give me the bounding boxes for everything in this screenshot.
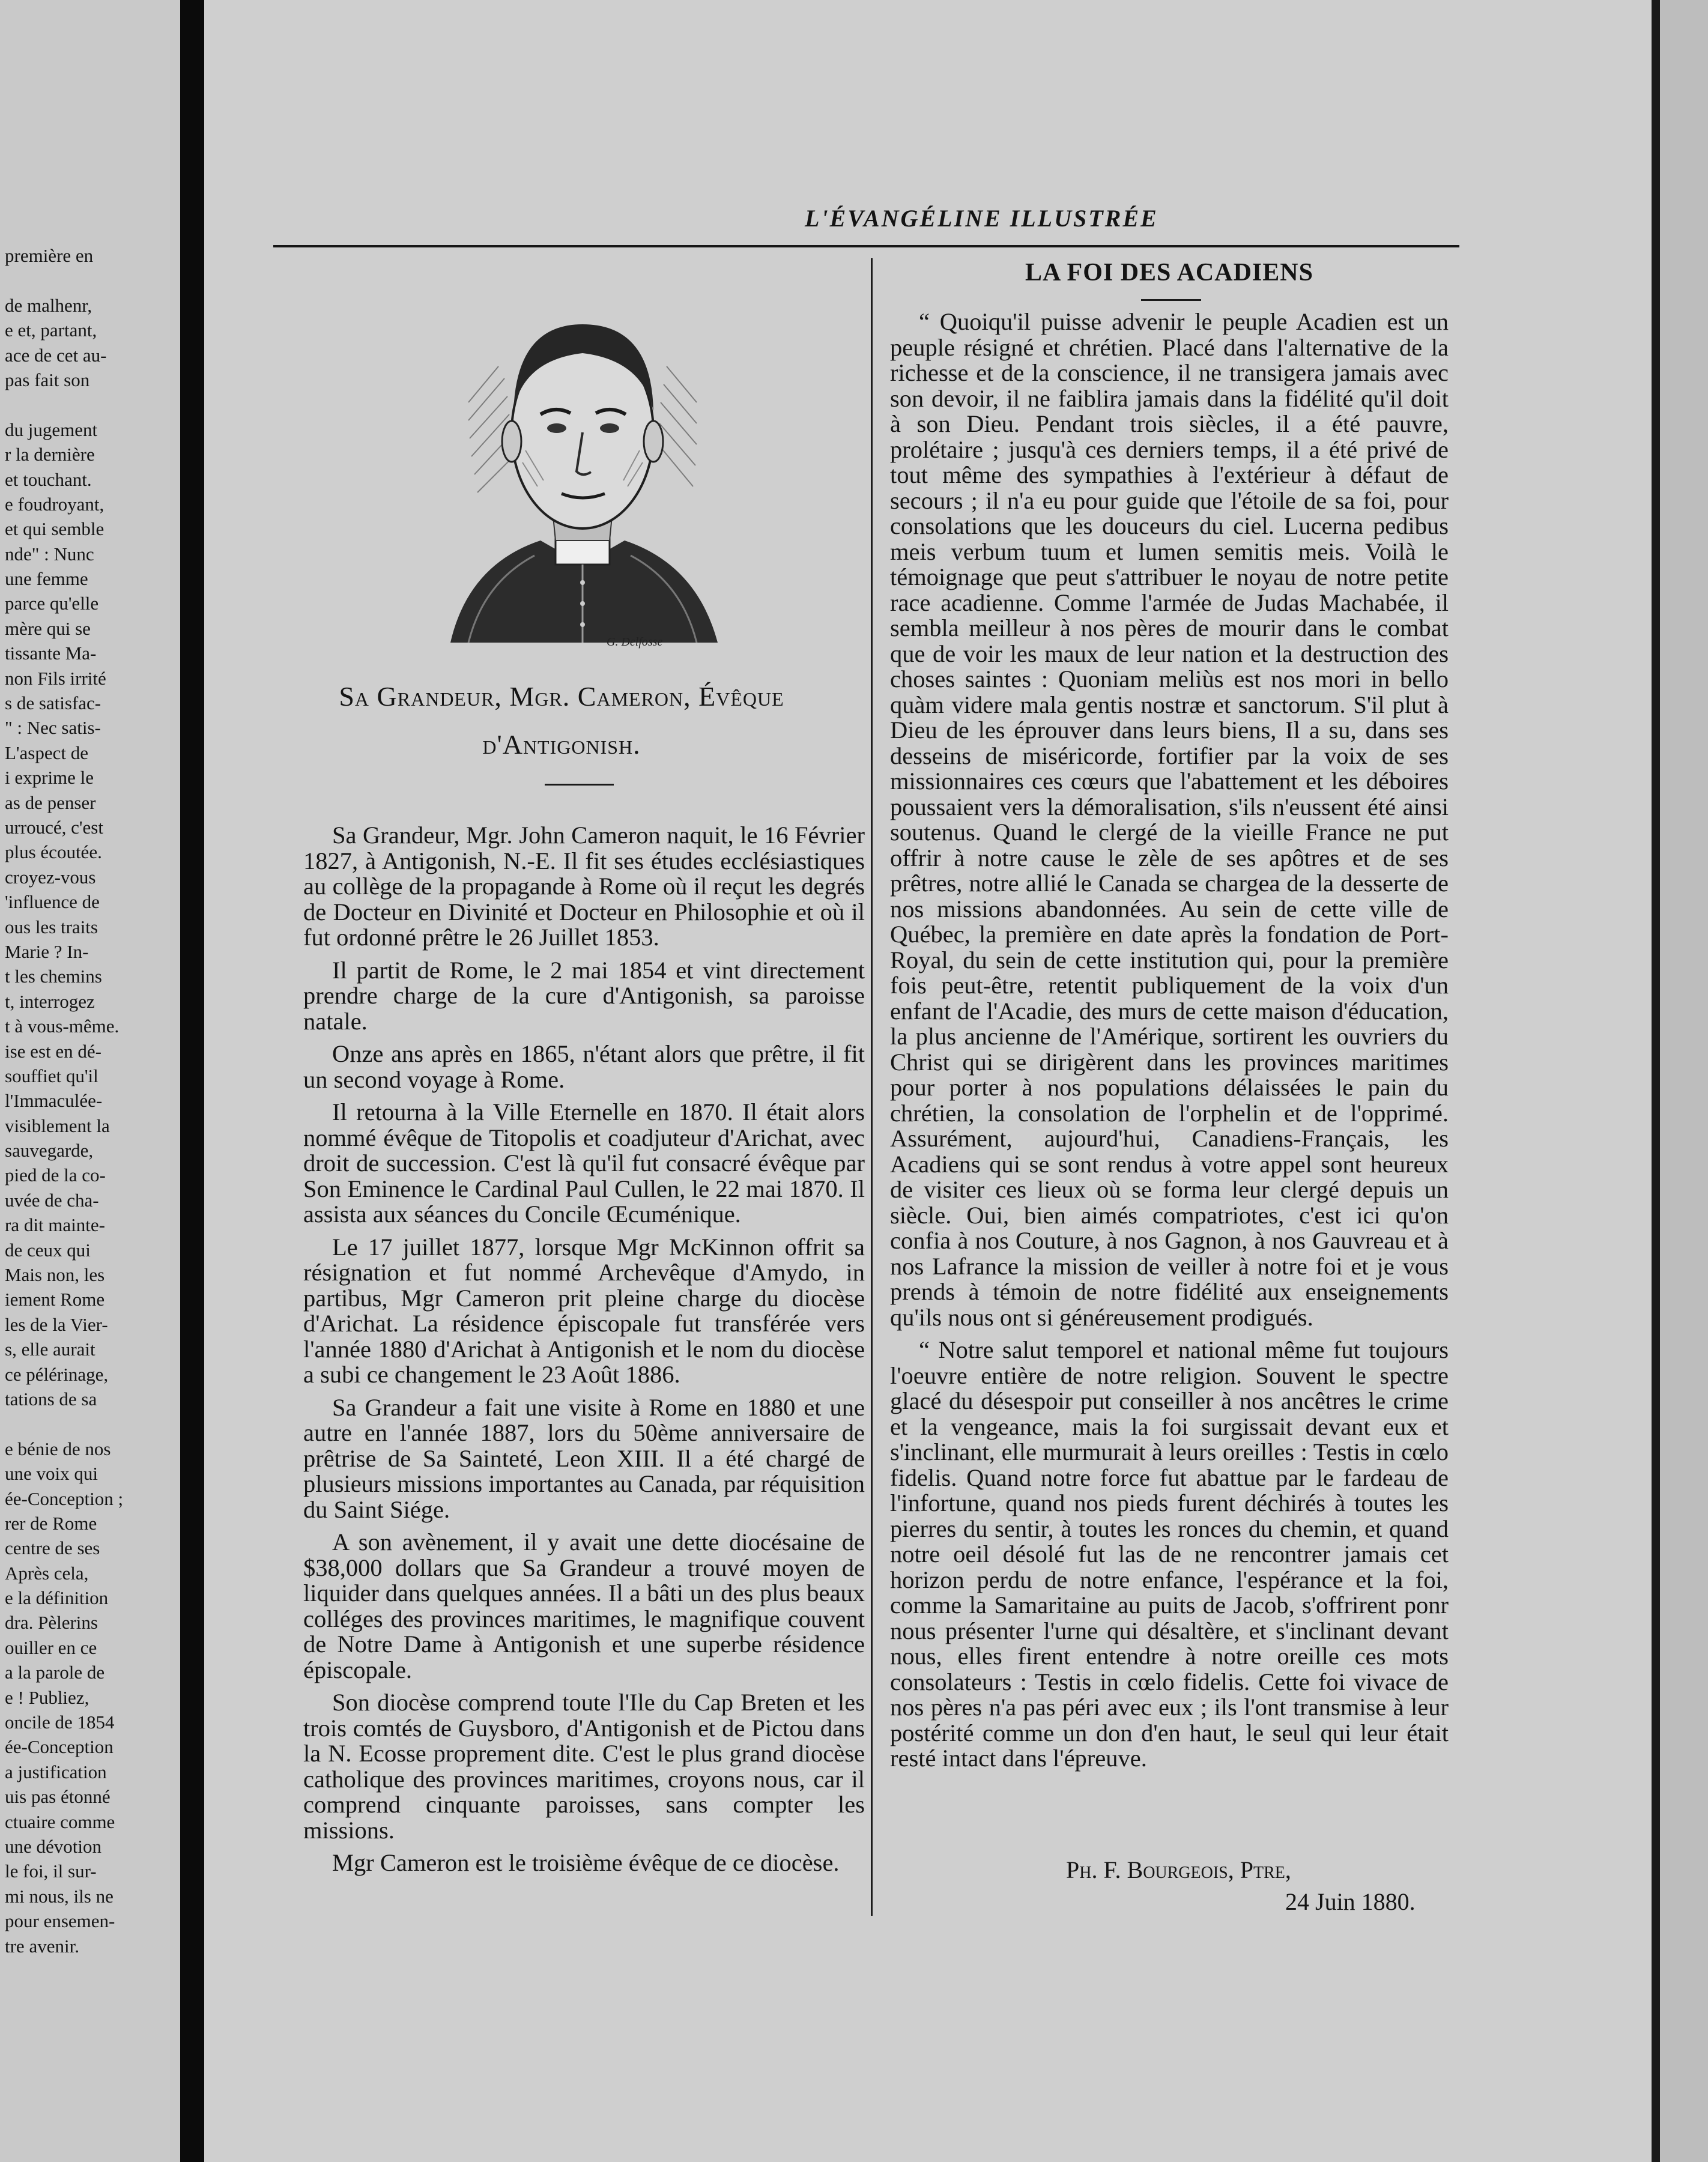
article-date: 24 Juin 1880.	[1285, 1888, 1416, 1915]
previous-page-line: de ceux qui	[5, 1239, 91, 1261]
title-rule	[1141, 299, 1201, 301]
previous-page-line: tre avenir.	[5, 1935, 79, 1957]
previous-page-line: première en	[5, 245, 94, 266]
previous-page-line: plus écoutée.	[5, 841, 102, 863]
previous-page-text	[5, 243, 180, 1958]
previous-page-line: ous les traits	[5, 916, 98, 937]
previous-page-line: t, interrogez	[5, 990, 95, 1012]
newspaper-page	[204, 0, 1652, 2162]
previous-page-line: Mais non, les	[5, 1264, 105, 1286]
previous-page-line: t les chemins	[5, 966, 102, 987]
previous-page-line: le foi, il sur-	[5, 1861, 97, 1882]
previous-page-line: pour ensemen-	[5, 1910, 115, 1932]
caption-rule	[545, 784, 614, 786]
previous-page-line: ouiller en ce	[5, 1637, 97, 1658]
previous-page-line: ace de cet au-	[5, 344, 107, 366]
foi-acadiens-article	[890, 309, 1449, 1779]
previous-page-line: pas fait son	[5, 369, 90, 390]
paragraph: Sa Grandeur, Mgr. John Cameron naquit, le 16 Février 1827, à Antigonish, N.-E. Il fit ses études ecclésiastiques au collège de la propagande à Rome où il reçut les degrés de Docteur en Divinité et Docteur en Philosophie et où il fut ordonné prêtre le 26 Juillet 1853.	[303, 822, 865, 951]
previous-page-line: r la dernière	[5, 444, 95, 465]
previous-page-line: s de satisfac-	[5, 692, 101, 714]
previous-page-line: L'aspect de	[5, 742, 88, 763]
previous-page-line: e ! Publiez,	[5, 1686, 89, 1708]
paragraph: Sa Grandeur a fait une visite à Rome en 1880 et une autre en l'année 1887, lors du 50ème anniversaire de prêtrise de Sa Sainteté, Leon XIII. Il a été chargé de plusieurs missions importantes au Canada, par réquisition du Saint Siége.	[303, 1393, 865, 1523]
paragraph: “ Notre salut temporel et national même fut toujours l'oeuvre entière de notre religion. Souvent le spectre glacé du désespoir put conseiller à nos ancêtres le crime et la vengeance, mais la foi surgissait devant eux et s'inclinant, elle murmurait à leurs oreilles : Testis in cœlo fidelis. Quand notre force fut abattue par le fardeau de l'infortune, quand nos pieds furent déchirés à toutes les pierres du sentir, à toutes les ronces du chemin, et quand notre oeil désolé fut las de ne rencontrer jamais cet horizon perdu de notre enfance, l'espérance et la foi, comme la Samaritaine au puits de Jacob, s'offrirent ponr nous présenter l'urne qui désaltère, et s'inclinant devant nous, elles firent entendre à notre oreille ces mots consolateurs : Testis in cœlo fidelis. Cette foi vivace de nos pères n'a pas péri avec eux ; ils l'ont transmise à leur postérité comme un don d'en haut, le seul qui leur était resté intact dans l'épreuve.	[890, 1336, 1449, 1772]
paragraph: Il partit de Rome, le 2 mai 1854 et vint directement prendre charge de la cure d'Antigonish, sa paroisse natale.	[303, 956, 865, 1035]
previous-page-line: mi nous, ils ne	[5, 1885, 114, 1907]
previous-page-line: e la définition	[5, 1587, 109, 1609]
previous-page-line: souffiet qu'il	[5, 1065, 98, 1086]
previous-page-line: sauvegarde,	[5, 1140, 94, 1161]
previous-page-line: as de penser	[5, 792, 96, 813]
header-rule	[273, 245, 1459, 247]
paragraph: Le 17 juillet 1877, lorsque Mgr McKinnon offrit sa résignation et fut nommé Archevêque d'Amydo, in partibus, Mgr Cameron prit pleine charge du diocèse d'Arichat. La résidence épiscopale fut transférée vers l'année 1880 d'Arichat à Antigonish et le nom du diocèse a subi ce changement le 23 Août 1886.	[303, 1233, 865, 1388]
previous-page-line: centre de ses	[5, 1537, 100, 1559]
article-title: LA FOI DES ACADIENS	[1025, 259, 1313, 286]
previous-page-line: et touchant.	[5, 468, 92, 490]
caption-line-2: d'Antigonish.	[482, 729, 641, 760]
previous-page-line: e foudroyant,	[5, 493, 104, 515]
previous-page-line: " : Nec satis-	[5, 717, 101, 739]
previous-page-line: Après cela,	[5, 1562, 89, 1584]
previous-page-line: ée-Conception ;	[5, 1488, 124, 1509]
previous-page-line: parce qu'elle	[5, 593, 99, 614]
previous-page-strip	[0, 0, 180, 2162]
previous-page-line: l'Immaculée-	[5, 1090, 103, 1112]
previous-page-line	[5, 268, 180, 292]
previous-page-line: ra dit mainte-	[5, 1214, 105, 1236]
engraver-signature: G. Delfosse	[607, 635, 663, 649]
previous-page-line: a la parole de	[5, 1662, 105, 1683]
previous-page-line: nde" : Nunc	[5, 543, 94, 565]
previous-page-line: du jugement	[5, 419, 98, 440]
page-gutter	[180, 0, 204, 2162]
bishop-portrait-image	[432, 282, 733, 655]
paragraph: “ Quoiqu'il puisse advenir le peuple Acadien est un peuple résigné et chrétien. Placé dans l'alternative de la richesse et de la conscience, il ne transigera jamais avec son devoir, il ne faiblira jamais dans la fidélité qu'il doit à son Dieu. Pendant trois siècles, il a été pauvre, prolétaire ; jusqu'à ces derniers temps, il a été privé de tout même des sympathies à l'extérieur à défaut de secours ; il n'a eu pour guide que l'étoile de sa foi, pour consolations que les douceurs du ciel. Lucerna pedibus meis verbum tuum et lumen semitis meis. Voilà le témoignage que peut s'attribuer le noyau de notre petite race acadienne. Comme l'armée de Judas Machabée, il sembla meilleur à nos pères de mourir dans le combat que de voir les maux de leur nation et la destruction des choses saintes : Quoniam meliùs est nos mori in bello quàm videre mala gentis nostræ et sanctorum. S'il plut à Dieu de les éprouver dans leurs biens, Il a su, dans ses desseins de miséricorde, fortifier par la voix de ses missionnaires ces cœurs que l'abattement et les déboires poussaient vers la démoralisation, s'ils n'eussent été ainsi soutenus. Quand le clergé de la vieille France ne put offrir à notre cause le zèle de ses apôtres et de ses prêtres, notre allié le Canada se chargea de la desserte de nos missions abandonnées. Au sein de cette ville de Québec, la première en date après la fondation de Port-Royal, du sein de cette institution qui, pour la première fois peut-être, retentit publiquement de la voix d'un enfant de l'Acadie, des murs de cette maison d'éducation, la plus ancienne de l'Amérique, sortirent les ouvriers du Christ qui se dirigèrent dans les provinces maritimes pour porter à nos populations délaissées le pain du chrétien, la consolation de l'orphelin et de l'opprimé. Assurément, aujourd'hui, Canadiens-Français, les Acadiens qui se sont rendus à votre appel sont heureux de visiter ces lieux où se forma leur clergé depuis un siècle. Oui, bien aimés compatriotes, c'est ici qu'on confia à nos Couture, à nos Gagnon, à nos Gauvreau et à nos Lafrance la mission de veiller à notre foi et je vous prends à témoin de notre fidélité aux enseignements qu'ils nous ont si généreusement prodigués.	[890, 308, 1449, 1331]
previous-page-line: ce pélérinage,	[5, 1363, 109, 1385]
caption-line-1: Sa Grandeur, Mgr. Cameron, Évêque	[339, 681, 784, 712]
column-rule	[871, 258, 873, 1916]
previous-page-line: ée-Conception	[5, 1736, 114, 1758]
previous-page-line	[5, 1411, 180, 1436]
previous-page-line: e bénie de nos	[5, 1438, 111, 1459]
previous-page-line: une voix qui	[5, 1463, 98, 1485]
previous-page-line	[5, 392, 180, 417]
previous-page-line: t à vous-même.	[5, 1016, 120, 1037]
previous-page-line: visiblement la	[5, 1115, 110, 1136]
page-right-edge	[1652, 0, 1708, 2162]
previous-page-line: uvée de cha-	[5, 1189, 99, 1211]
previous-page-line: rer de Rome	[5, 1512, 97, 1534]
paragraph: Mgr Cameron est le troisième évêque de ce diocèse.	[332, 1849, 840, 1876]
previous-page-line: iement Rome	[5, 1289, 105, 1310]
previous-page-line: une femme	[5, 568, 88, 590]
previous-page-line: Marie ? In-	[5, 940, 89, 962]
previous-page-line: 'influence de	[5, 891, 100, 913]
author-signature: Ph. F. Bourgeois, Ptre,	[1066, 1856, 1291, 1883]
previous-page-line: e et, partant,	[5, 319, 97, 341]
previous-page-line: uis pas étonné	[5, 1786, 111, 1808]
running-header: L'ÉVANGÉLINE ILLUSTRÉE	[805, 205, 1158, 232]
previous-page-line: de malhenr,	[5, 294, 92, 316]
previous-page-line: croyez-vous	[5, 866, 96, 888]
cameron-article	[303, 823, 865, 1883]
previous-page-line: dra. Pèlerins	[5, 1612, 98, 1634]
paragraph: A son avènement, il y avait une dette diocésaine de $38,000 dollars que Sa Grandeur a trouvé moyen de liquider dans quelques années. Il a bâti un des plus beaux colléges des provinces maritimes, le magnifique couvent de Notre Dame à Antigonish et une superbe résidence épiscopale.	[303, 1528, 865, 1683]
previous-page-line: ctuaire comme	[5, 1811, 115, 1832]
paragraph: Son diocèse comprend toute l'Ile du Cap Breten et les trois comtés de Guysboro, d'Antigonish et de Pictou dans la N. Ecosse proprement dite. C'est le plus grand diocèse catholique des provinces maritimes, croyons nous, car il comprend cinquante paroisses, sans compter les missions.	[303, 1689, 865, 1844]
paragraph: Il retourna à la Ville Eternelle en 1870. Il était alors nommé évêque de Titopolis et coadjuteur d'Arichat, avec droit de succession. C'est là qu'il fut consacré évêque par Son Eminence le Cardinal Paul Cullen, le 22 mai 1870. Il assista aux séances du Concile Œcuménique.	[303, 1098, 865, 1228]
previous-page-line: a justification	[5, 1761, 107, 1782]
previous-page-line: et qui semble	[5, 518, 104, 540]
portrait-caption	[276, 673, 847, 769]
previous-page-line: i exprime le	[5, 767, 94, 789]
previous-page-line: les de la Vier-	[5, 1313, 108, 1335]
previous-page-line: tissante Ma-	[5, 643, 97, 664]
previous-page-line: mère qui se	[5, 617, 91, 639]
previous-page-line: ise est en dé-	[5, 1040, 101, 1062]
previous-page-line: non Fils irrité	[5, 667, 106, 689]
previous-page-line: oncile de 1854	[5, 1712, 115, 1733]
previous-page-line: s, elle aurait	[5, 1339, 95, 1360]
paragraph: Onze ans après en 1865, n'étant alors que prêtre, il fit un second voyage à Rome.	[303, 1040, 865, 1093]
previous-page-line: tations de sa	[5, 1388, 97, 1410]
previous-page-line: une dévotion	[5, 1836, 101, 1857]
previous-page-line: pied de la co-	[5, 1164, 106, 1186]
previous-page-line: urroucé, c'est	[5, 816, 103, 838]
